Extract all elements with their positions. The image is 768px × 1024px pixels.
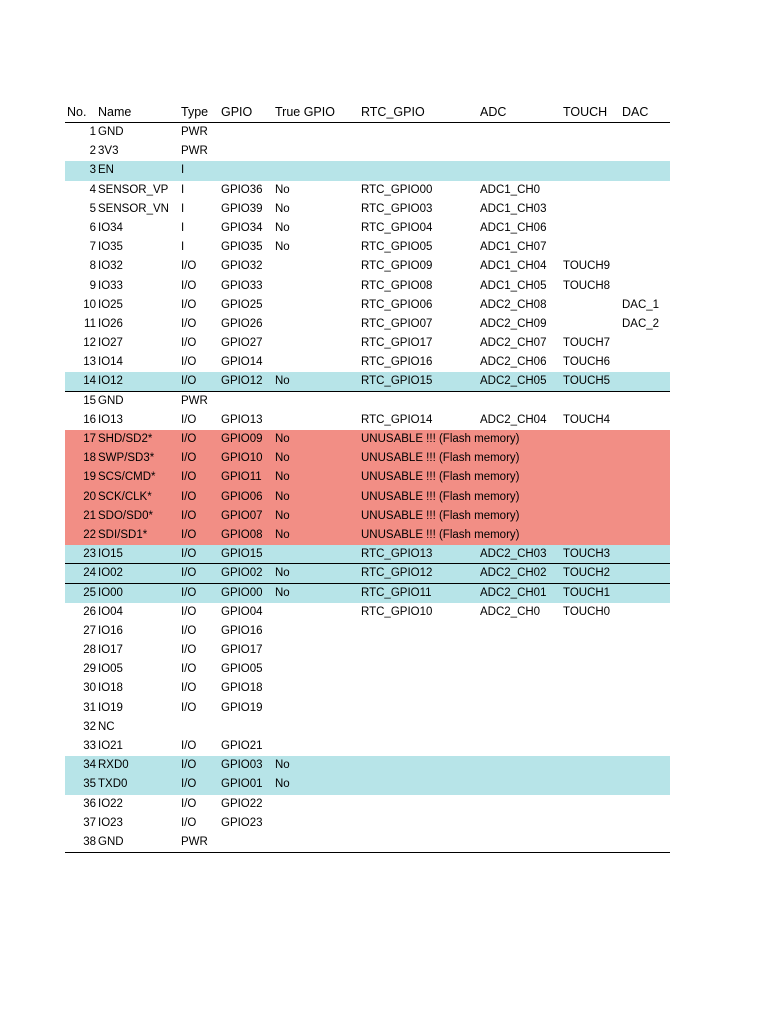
cell-adc: ADC1_CH04 (480, 260, 547, 273)
cell-gpio: GPIO06 (221, 490, 263, 503)
cell-name: IO15 (98, 548, 123, 561)
cell-rtc-gpio: RTC_GPIO14 (361, 413, 433, 426)
cell-adc: ADC1_CH0 (480, 183, 541, 196)
cell-rtc-gpio: RTC_GPIO08 (361, 279, 433, 292)
cell-touch: TOUCH7 (563, 337, 611, 350)
table-row (65, 526, 670, 545)
table-row (65, 718, 670, 737)
cell-type: I (181, 202, 185, 215)
cell-rtc-gpio: RTC_GPIO05 (361, 241, 433, 254)
cell-name: IO35 (98, 241, 123, 254)
cell-name: IO13 (98, 413, 123, 426)
cell-touch: TOUCH8 (563, 279, 611, 292)
cell-rtc-gpio: RTC_GPIO12 (361, 567, 433, 580)
cell-name: SCK/CLK* (98, 490, 152, 503)
cell-type: I/O (181, 509, 197, 522)
cell-touch: TOUCH3 (563, 548, 611, 561)
cell-no: 3 (89, 164, 96, 177)
cell-type: PWR (181, 145, 208, 158)
cell-name: IO04 (98, 605, 123, 618)
cell-type: I/O (181, 298, 197, 311)
cell-adc: ADC2_CH02 (480, 567, 547, 580)
cell-no: 2 (89, 145, 96, 158)
cell-adc: ADC1_CH03 (480, 202, 547, 215)
cell-gpio: GPIO21 (221, 740, 263, 752)
cell-no: 11 (84, 317, 96, 330)
header-true-gpio: True GPIO (275, 105, 335, 119)
cell-name: IO02 (98, 567, 123, 580)
cell-no: 34 (83, 759, 96, 772)
cell-name: GND (98, 394, 124, 407)
cell-rtc-gpio: UNUSABLE !!! (Flash memory) (361, 509, 520, 522)
cell-true-gpio: No (275, 241, 290, 254)
cell-rtc-gpio: UNUSABLE !!! (Flash memory) (361, 490, 520, 503)
cell-no: 4 (89, 183, 96, 196)
cell-name: IO12 (98, 375, 123, 388)
cell-type: I (181, 164, 185, 177)
cell-name: SDO/SD0* (98, 509, 153, 522)
cell-name: IO05 (98, 663, 123, 676)
table-row (65, 468, 670, 487)
cell-type: I/O (181, 490, 197, 503)
cell-gpio: GPIO23 (221, 816, 263, 829)
cell-true-gpio: No (275, 759, 290, 772)
cell-type: I/O (181, 260, 197, 273)
cell-rtc-gpio: UNUSABLE !!! (Flash memory) (361, 452, 520, 465)
cell-gpio: GPIO36 (221, 183, 263, 196)
cell-gpio: GPIO25 (221, 298, 263, 311)
cell-no: 36 (83, 797, 96, 810)
cell-no: 6 (89, 221, 96, 234)
table-row (65, 795, 670, 814)
cell-gpio: GPIO07 (221, 509, 263, 522)
header-no: No. (67, 105, 87, 119)
cell-gpio: GPIO13 (221, 413, 263, 426)
table-row (65, 296, 670, 315)
cell-name: IO00 (98, 586, 123, 599)
cell-type: I/O (181, 375, 197, 388)
table-row (65, 449, 670, 468)
cell-rtc-gpio: UNUSABLE !!! (Flash memory) (361, 471, 520, 484)
cell-rtc-gpio: RTC_GPIO10 (361, 605, 433, 618)
table-row (65, 353, 670, 372)
cell-no: 18 (83, 452, 96, 465)
cell-no: 14 (83, 375, 96, 388)
table-row (65, 430, 670, 449)
cell-no: 31 (83, 701, 96, 714)
header-adc: ADC (480, 105, 507, 119)
table-header-row (65, 102, 670, 123)
cell-no: 35 (83, 778, 96, 791)
table-row (65, 679, 670, 698)
cell-name: IO21 (98, 740, 123, 752)
cell-name: IO23 (98, 816, 123, 829)
cell-type: I/O (181, 433, 197, 445)
table-row (65, 737, 670, 756)
cell-no: 33 (83, 740, 96, 752)
cell-gpio: GPIO35 (221, 241, 263, 254)
cell-touch: TOUCH9 (563, 260, 611, 273)
cell-true-gpio: No (275, 471, 290, 484)
cell-no: 29 (83, 663, 96, 676)
cell-dac: DAC_1 (622, 298, 660, 311)
cell-dac: DAC_2 (622, 317, 660, 330)
cell-type: I/O (181, 317, 197, 330)
cell-name: IO34 (98, 221, 123, 234)
cell-name: TXD0 (98, 778, 128, 791)
cell-no: 38 (83, 835, 96, 848)
table-row (65, 622, 670, 641)
cell-no: 12 (83, 337, 96, 350)
cell-gpio: GPIO17 (221, 644, 263, 657)
cell-no: 9 (89, 279, 96, 292)
cell-type: I (181, 241, 185, 254)
cell-name: SENSOR_VP (98, 183, 169, 196)
cell-no: 10 (83, 298, 96, 311)
cell-adc: ADC1_CH06 (480, 221, 547, 234)
cell-no: 32 (83, 720, 96, 733)
cell-no: 30 (83, 682, 96, 695)
table-row (65, 699, 670, 718)
table-row (65, 219, 670, 238)
cell-gpio: GPIO09 (221, 433, 263, 445)
cell-touch: TOUCH6 (563, 356, 611, 369)
cell-type: I/O (181, 337, 197, 350)
cell-type: I/O (181, 605, 197, 618)
cell-rtc-gpio: RTC_GPIO11 (361, 586, 432, 599)
header-rtc-gpio: RTC_GPIO (361, 105, 425, 119)
cell-no: 23 (83, 548, 96, 561)
cell-rtc-gpio: RTC_GPIO16 (361, 356, 433, 369)
header-touch: TOUCH (563, 105, 608, 119)
cell-no: 26 (83, 605, 96, 618)
cell-type: I (181, 221, 185, 234)
cell-no: 16 (83, 413, 96, 426)
cell-rtc-gpio: RTC_GPIO03 (361, 202, 433, 215)
cell-true-gpio: No (275, 202, 290, 215)
cell-gpio: GPIO39 (221, 202, 263, 215)
table-body (65, 123, 670, 853)
cell-type: I/O (181, 548, 197, 561)
cell-type: I/O (181, 682, 197, 695)
cell-true-gpio: No (275, 221, 290, 234)
cell-name: IO22 (98, 797, 123, 810)
cell-no: 25 (83, 586, 96, 599)
table-row (65, 277, 670, 296)
cell-no: 17 (83, 433, 96, 445)
cell-no: 20 (83, 490, 96, 503)
cell-no: 19 (83, 471, 96, 484)
cell-no: 28 (83, 644, 96, 657)
cell-name: SWP/SD3* (98, 452, 155, 465)
cell-type: I/O (181, 452, 197, 465)
pinout-table (65, 102, 670, 853)
header-name: Name (98, 105, 132, 119)
table-row (65, 488, 670, 507)
table-row (65, 161, 670, 180)
cell-gpio: GPIO26 (221, 317, 263, 330)
header-type: Type (181, 105, 209, 119)
cell-gpio: GPIO19 (221, 701, 263, 714)
cell-true-gpio: No (275, 778, 290, 791)
cell-true-gpio: No (275, 452, 290, 465)
cell-gpio: GPIO03 (221, 759, 263, 772)
cell-type: I/O (181, 663, 197, 676)
cell-name: GND (98, 126, 124, 138)
cell-rtc-gpio: RTC_GPIO17 (361, 337, 433, 350)
cell-gpio: GPIO11 (221, 471, 262, 484)
cell-adc: ADC2_CH03 (480, 548, 547, 561)
cell-rtc-gpio: RTC_GPIO04 (361, 221, 433, 234)
table-row (65, 507, 670, 526)
cell-rtc-gpio: UNUSABLE !!! (Flash memory) (361, 433, 520, 445)
cell-gpio: GPIO18 (221, 682, 263, 695)
cell-gpio: GPIO10 (221, 452, 263, 465)
cell-true-gpio: No (275, 433, 290, 445)
table-row (65, 372, 670, 391)
cell-adc: ADC1_CH05 (480, 279, 547, 292)
cell-no: 27 (83, 624, 96, 637)
header-dac: DAC (622, 105, 649, 119)
cell-type: I/O (181, 567, 197, 580)
cell-gpio: GPIO08 (221, 528, 263, 541)
table-row (65, 641, 670, 660)
cell-rtc-gpio: RTC_GPIO06 (361, 298, 433, 311)
cell-gpio: GPIO14 (221, 356, 263, 369)
cell-gpio: GPIO15 (221, 548, 263, 561)
cell-no: 22 (83, 528, 96, 541)
cell-name: SCS/CMD* (98, 471, 156, 484)
cell-gpio: GPIO00 (221, 586, 263, 599)
cell-name: NC (98, 720, 115, 733)
table-row (65, 775, 670, 794)
cell-type: PWR (181, 126, 208, 138)
cell-type: I/O (181, 356, 197, 369)
cell-gpio: GPIO33 (221, 279, 263, 292)
cell-gpio: GPIO02 (221, 567, 263, 580)
table-row (65, 200, 670, 219)
cell-type: I/O (181, 624, 197, 637)
cell-type: I/O (181, 816, 197, 829)
cell-type: I/O (181, 701, 197, 714)
cell-gpio: GPIO16 (221, 624, 263, 637)
cell-adc: ADC2_CH0 (480, 605, 541, 618)
cell-gpio: GPIO27 (221, 337, 263, 350)
cell-rtc-gpio: RTC_GPIO13 (361, 548, 433, 561)
cell-adc: ADC2_CH09 (480, 317, 547, 330)
cell-name: IO14 (98, 356, 123, 369)
cell-type: I (181, 183, 185, 196)
cell-no: 24 (83, 567, 96, 580)
cell-type: PWR (181, 394, 208, 407)
cell-rtc-gpio: RTC_GPIO09 (361, 260, 433, 273)
table-row (65, 123, 670, 142)
table-row (65, 411, 670, 430)
cell-touch: TOUCH4 (563, 413, 611, 426)
cell-name: IO25 (98, 298, 123, 311)
cell-no: 21 (83, 509, 96, 522)
cell-type: PWR (181, 835, 208, 848)
cell-true-gpio: No (275, 490, 290, 503)
table-row (65, 315, 670, 334)
cell-type: I/O (181, 586, 197, 599)
cell-gpio: GPIO04 (221, 605, 263, 618)
cell-name: EN (98, 164, 114, 177)
cell-name: IO32 (98, 260, 123, 273)
table-row (65, 545, 670, 564)
cell-true-gpio: No (275, 509, 290, 522)
table-row (65, 814, 670, 833)
cell-no: 8 (89, 260, 96, 273)
cell-adc: ADC2_CH04 (480, 413, 547, 426)
cell-type: I/O (181, 778, 197, 791)
table-row (65, 584, 670, 603)
cell-gpio: GPIO05 (221, 663, 263, 676)
cell-gpio: GPIO32 (221, 260, 263, 273)
cell-adc: ADC2_CH05 (480, 375, 547, 388)
cell-adc: ADC2_CH07 (480, 337, 547, 350)
cell-name: IO16 (98, 624, 123, 637)
cell-adc: ADC1_CH07 (480, 241, 547, 254)
cell-gpio: GPIO34 (221, 221, 263, 234)
cell-type: I/O (181, 413, 197, 426)
cell-rtc-gpio: RTC_GPIO07 (361, 317, 433, 330)
cell-name: SENSOR_VN (98, 202, 169, 215)
cell-type: I/O (181, 528, 197, 541)
cell-type: I/O (181, 740, 197, 752)
cell-true-gpio: No (275, 528, 290, 541)
cell-rtc-gpio: RTC_GPIO15 (361, 375, 433, 388)
cell-true-gpio: No (275, 183, 290, 196)
cell-no: 37 (83, 816, 96, 829)
cell-gpio: GPIO12 (221, 375, 263, 388)
cell-touch: TOUCH5 (563, 375, 611, 388)
cell-name: RXD0 (98, 759, 129, 772)
cell-true-gpio: No (275, 586, 290, 599)
cell-type: I/O (181, 644, 197, 657)
cell-name: GND (98, 835, 124, 848)
cell-gpio: GPIO01 (221, 778, 263, 791)
table-row (65, 564, 670, 583)
cell-rtc-gpio: RTC_GPIO00 (361, 183, 433, 196)
cell-touch: TOUCH2 (563, 567, 611, 580)
cell-touch: TOUCH0 (563, 605, 611, 618)
header-gpio: GPIO (221, 105, 253, 119)
table-row (65, 238, 670, 257)
cell-true-gpio: No (275, 375, 290, 388)
cell-name: IO17 (98, 644, 123, 657)
cell-type: I/O (181, 797, 197, 810)
table-row (65, 334, 670, 353)
cell-no: 5 (89, 202, 96, 215)
table-row (65, 833, 670, 853)
cell-type: I/O (181, 279, 197, 292)
table-row (65, 181, 670, 200)
cell-no: 15 (83, 394, 96, 407)
cell-adc: ADC2_CH01 (480, 586, 547, 599)
cell-adc: ADC2_CH08 (480, 298, 547, 311)
table-row (65, 142, 670, 161)
cell-name: IO18 (98, 682, 123, 695)
cell-name: IO19 (98, 701, 123, 714)
cell-true-gpio: No (275, 567, 290, 580)
cell-name: 3V3 (98, 145, 119, 158)
table-row (65, 660, 670, 679)
table-row (65, 603, 670, 622)
cell-name: SHD/SD2* (98, 433, 153, 445)
cell-name: IO33 (98, 279, 123, 292)
cell-type: I/O (181, 759, 197, 772)
cell-name: IO27 (98, 337, 123, 350)
cell-adc: ADC2_CH06 (480, 356, 547, 369)
cell-touch: TOUCH1 (563, 586, 611, 599)
cell-rtc-gpio: UNUSABLE !!! (Flash memory) (361, 528, 520, 541)
cell-no: 1 (89, 126, 96, 138)
table-row (65, 756, 670, 775)
cell-no: 13 (83, 356, 96, 369)
table-row (65, 392, 670, 411)
table-row (65, 257, 670, 276)
cell-gpio: GPIO22 (221, 797, 263, 810)
cell-no: 7 (89, 241, 96, 254)
cell-name: IO26 (98, 317, 123, 330)
cell-type: I/O (181, 471, 197, 484)
cell-name: SDI/SD1* (98, 528, 148, 541)
